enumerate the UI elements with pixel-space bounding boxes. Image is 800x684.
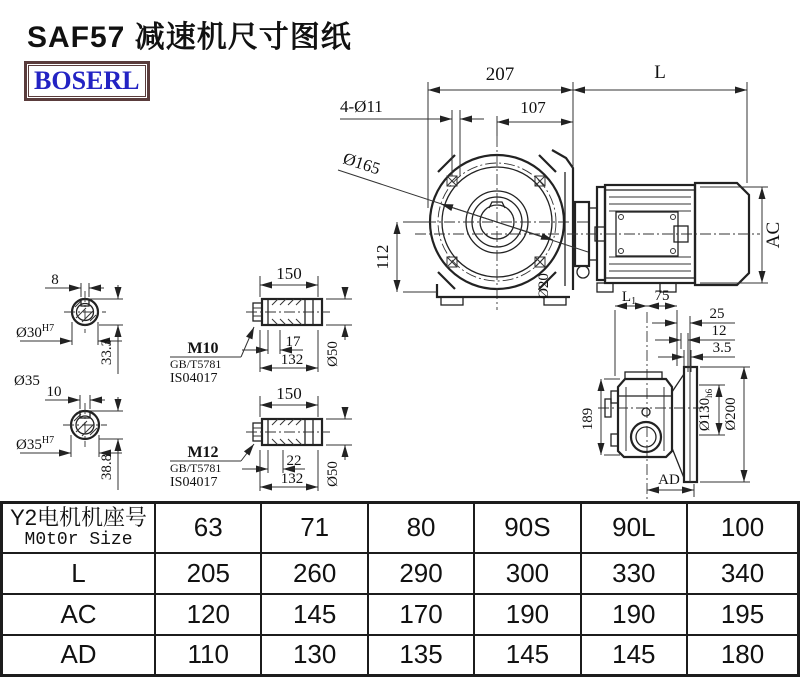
- col-63: 63: [155, 503, 261, 553]
- dim-flange-dia: Ø165: [340, 148, 383, 179]
- dim-bore-d30: $Ø30^{H7}$: [16, 323, 55, 341]
- dim-3-5: 3.5: [712, 340, 732, 356]
- table-header-motor-size: [2, 503, 156, 553]
- dim-38-8: 38.8: [99, 453, 115, 481]
- dim-150: 150: [276, 384, 302, 403]
- dim-d50: Ø50: [325, 461, 341, 487]
- dim-132: 132: [280, 352, 304, 368]
- dim-AC: AC: [763, 221, 784, 249]
- table-header-row: [2, 503, 799, 553]
- dim-L1: $L_1$: [621, 289, 637, 307]
- cell: 300: [474, 553, 580, 594]
- gearbox-output-side-view: [580, 288, 750, 500]
- cell: 135: [368, 635, 474, 676]
- dim-17: 17: [285, 334, 301, 350]
- dim-key-width-10: 10: [46, 384, 62, 400]
- label-gb-std: GB/T5781: [170, 357, 222, 371]
- label-iso-std: IS04017: [170, 475, 218, 490]
- dim-d200: Ø200: [723, 397, 739, 431]
- dim-L: L: [654, 62, 666, 83]
- cell: 190: [474, 594, 580, 635]
- cell: 180: [687, 635, 798, 676]
- bolt-hole: [447, 257, 457, 267]
- table-row-AC: [2, 594, 799, 635]
- dim-112: 112: [373, 244, 392, 270]
- cell: 145: [474, 635, 580, 676]
- dim-bolt-holes: 4-Ø11: [340, 97, 383, 116]
- header-cn: Y2电机机座号: [10, 504, 147, 530]
- dim-AD: AD: [658, 472, 680, 488]
- bolt-hole: [535, 257, 545, 267]
- label-M10: M10: [187, 340, 219, 357]
- col-90S: 90S: [474, 503, 580, 553]
- bolt-hole: [447, 176, 457, 186]
- cell: 330: [581, 553, 687, 594]
- cell: 145: [581, 635, 687, 676]
- dimensions-top: [338, 62, 784, 299]
- row-label: AD: [2, 635, 156, 676]
- dim-plug: Ø20: [536, 273, 552, 299]
- bushing-detail-lower: [170, 384, 352, 491]
- bolt-hole: [535, 176, 545, 186]
- cell: 195: [687, 594, 798, 635]
- cell: 260: [261, 553, 367, 594]
- shaft-section-d35: [16, 384, 123, 490]
- row-label: AC: [2, 594, 156, 635]
- dim-107: 107: [520, 98, 546, 117]
- dim-132: 132: [280, 471, 304, 487]
- table-row-AD: [2, 635, 799, 676]
- bushing-detail-upper: [170, 264, 352, 386]
- dim-key-width-8: 8: [51, 272, 59, 288]
- label-gb-std: GB/T5781: [170, 461, 222, 475]
- col-71: 71: [261, 503, 367, 553]
- cell: 130: [261, 635, 367, 676]
- col-80: 80: [368, 503, 474, 553]
- dim-bore-d35: $Ø35^{H7}$: [16, 435, 55, 453]
- dim-22: 22: [286, 453, 302, 469]
- row-label: L: [2, 553, 156, 594]
- col-90L: 90L: [581, 503, 687, 553]
- dim-75: 75: [654, 288, 670, 304]
- dim-d130: $Ø130_{h6}$: [697, 388, 714, 432]
- cell: 340: [687, 553, 798, 594]
- label-iso-std: IS04017: [170, 371, 218, 386]
- label-M12: M12: [187, 444, 219, 461]
- dim-25: 25: [709, 306, 725, 322]
- cell: 290: [368, 553, 474, 594]
- header-en: M0t0r Size: [24, 529, 133, 550]
- cell: 170: [368, 594, 474, 635]
- brand-logo-text: BOSERL: [28, 65, 146, 97]
- page-title: SAF57 减速机尺寸图纸: [27, 21, 352, 54]
- dim-12: 12: [711, 323, 727, 339]
- dim-189: 189: [580, 407, 596, 431]
- cell: 110: [155, 635, 261, 676]
- dim-33-3: 33.3: [99, 338, 115, 366]
- cell: 205: [155, 553, 261, 594]
- cell: 145: [261, 594, 367, 635]
- col-100: 100: [687, 503, 798, 553]
- cell: 120: [155, 594, 261, 635]
- dim-d50: Ø50: [325, 341, 341, 367]
- table-row-L: [2, 553, 799, 594]
- motor-size-table: [0, 501, 800, 677]
- cell: 190: [581, 594, 687, 635]
- label-d35: Ø35: [14, 373, 40, 389]
- shaft-section-d30: [16, 272, 123, 374]
- dim-150: 150: [276, 264, 302, 283]
- dim-207: 207: [485, 64, 515, 85]
